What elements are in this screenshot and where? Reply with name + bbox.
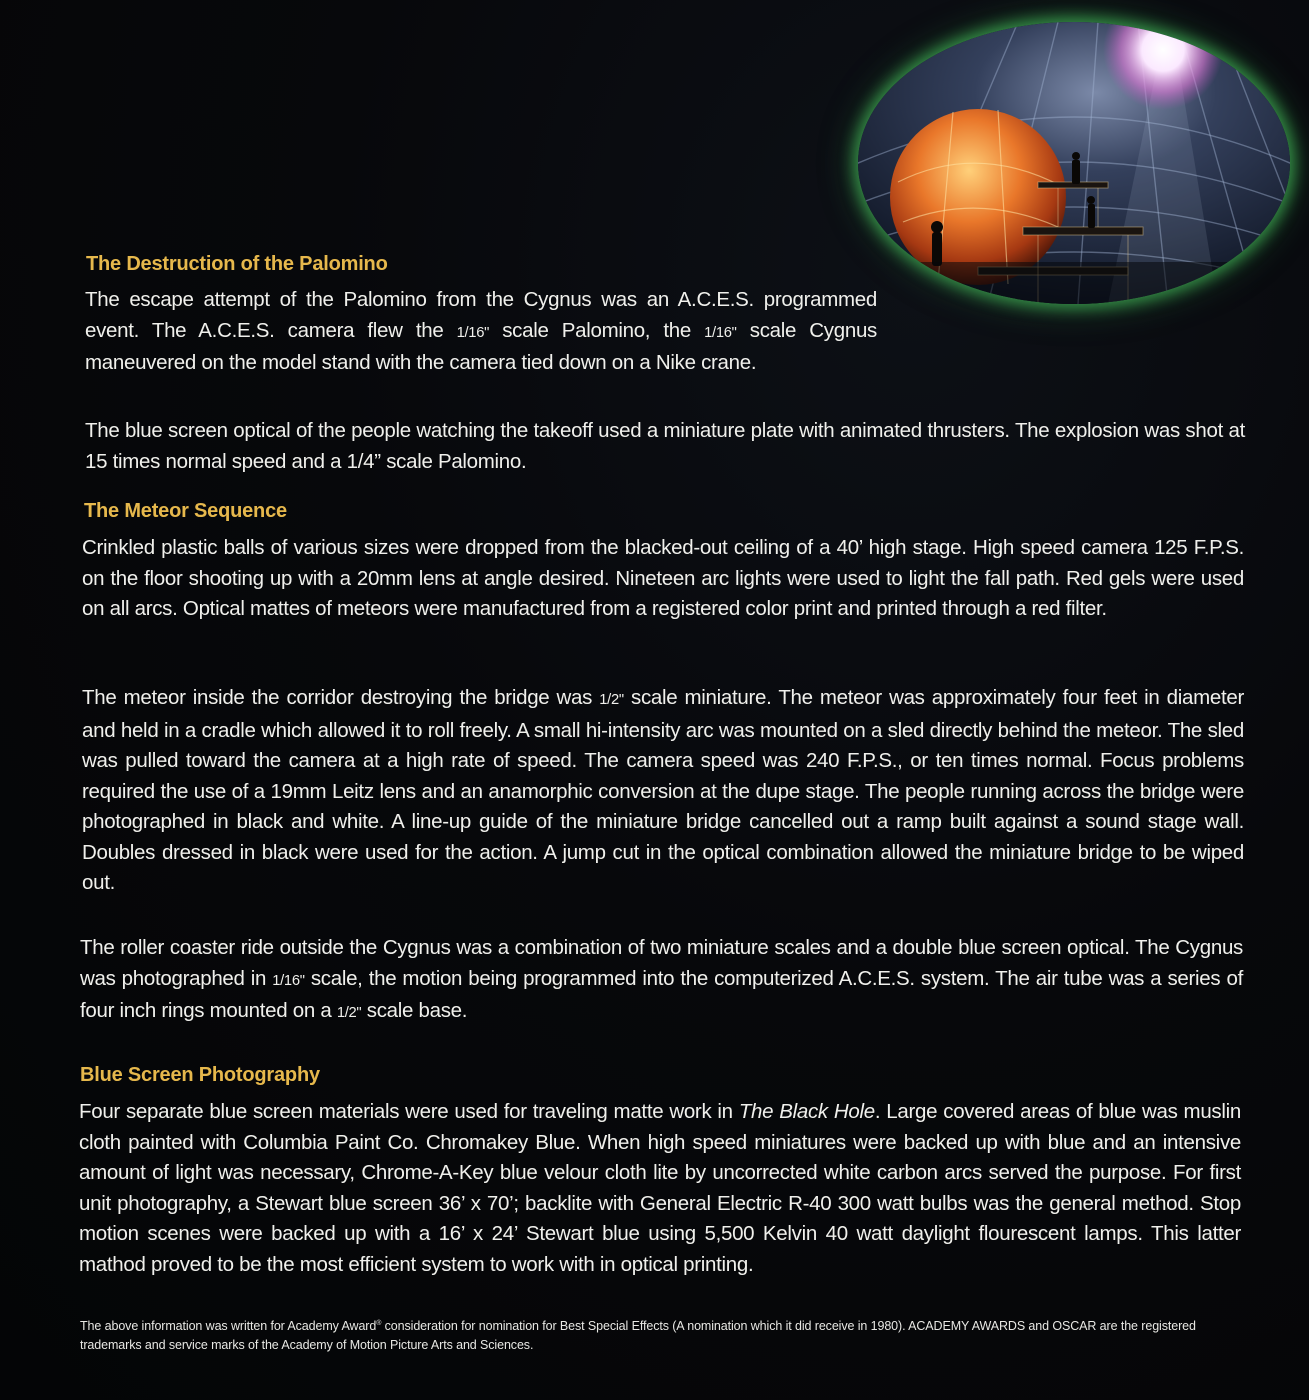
film-title: The Black Hole [738,1100,875,1123]
text-span: scale Palomino, the [489,318,705,342]
text-span: The escape attempt of the Palomino from the Cygnus was an A.C.E.S. programmed event. The A.C.E.S. camera flew the [85,288,877,342]
section-title-palomino: The Destruction of the Palomino [86,253,388,275]
section-title-meteor: The Meteor Sequence [84,500,287,522]
footnote [80,1314,1245,1355]
fraction-one-sixteenth: 1/16" [272,972,305,989]
fraction-one-half: 1/2" [599,692,624,708]
footnote-text: consideration for nomination for Best Special Effects (A nomination which it did receive in 1980). ACADEMY AWARDS and OSCAR are the registered trademarks and service marks of the Academy of Motion Picture Arts and Sciences. [80,1319,1196,1353]
text-span: The roller coaster ride outside the Cygnus was a combination of two miniature scales and a double blue screen optical. The Cygnus was photographed in [80,936,1243,990]
text-span: scale miniature. The meteor was approximately four feet in diameter and held in a cradle which allowed it to roll freely. A small hi-intensity arc was mounted on a sled directly behind the meteor. The sled was pulled toward the camera at a high rate of speed. The camera speed was 240 F.P.S., or ten times normal. Focus problems required the use of a 19mm Leitz lens and an anamorphic conversion at the dupe stage. The people running across the bridge were photographed in black and white. A line-up guide of the miniature bridge cancelled out a ramp built against a sound stage wall. Doubles dressed in black were used for the action. A jump cut in the optical combination allowed the miniature bridge to be wiped out. [82,686,1244,894]
fraction-one-half: 1/2" [336,1005,362,1021]
registered-mark: ® [376,1320,382,1327]
text-span: scale, the motion being programmed into the computerized A.C.E.S. system. The air tube was a series of four inch rings mounted on a [80,966,1243,1022]
text-span: Four separate blue screen materials were used for traveling matte work in [79,1100,739,1123]
section-title-blue-screen: Blue Screen Photography [80,1064,320,1086]
footnote-text: The above information was written for Academy Award [80,1319,377,1334]
text-span: The meteor inside the corridor destroying the bridge was [82,686,600,709]
text-span: scale Cygnus maneuvered on the model stand with the camera tied down on a Nike crane. [85,318,877,374]
paragraph-meteor-corridor [82,683,1244,899]
paragraph-blue-screen [79,1097,1241,1280]
paragraph-roller-coaster [80,933,1243,1029]
paragraph-palomino-explosion: The blue screen optical of the people watching the takeoff used a miniature plate with animated thrusters. The explosion was shot at 15 times normal speed and a 1/4” scale Palomino. [85,419,1245,473]
paragraph-palomino-escape [85,285,877,379]
fraction-one-sixteenth: 1/16" [704,324,737,341]
fraction-one-sixteenth: 1/16" [456,324,490,341]
cygnus-set-photo [858,22,1290,304]
paragraph-meteor-balls: Crinkled plastic balls of various sizes were dropped from the blacked-out ceiling of a 40’ high stage. High speed camera 125 F.P.S. on the floor shooting up with a 20mm lens at angle desired. Nineteen arc lights were used to light the fall path. Red gels were used on all arcs. Optical mattes of meteors were manufactured from a registered color print and printed through a red filter. [82,536,1244,620]
text-span: . Large covered areas of blue was muslin cloth painted with Columbia Paint Co. Chromakey Blue. When high speed miniatures were backed up with blue and an intensive amount of light was necessary, Chrome-A-Key blue velour cloth lite by uncorrected white carbon arcs served the purpose. For first unit photography, a Stewart blue screen 36’ x 70’; backlite with General Electric R-40 300 watt bulbs was the general method. Stop motion scenes were backed up with a 16’ x 24’ Stewart blue using 5,500 Kelvin 40 watt daylight flourescent lamps. This latter mathod proved to be the most efficient system to work with in optical printing. [79,1100,1241,1276]
text-span: scale base. [361,999,468,1022]
